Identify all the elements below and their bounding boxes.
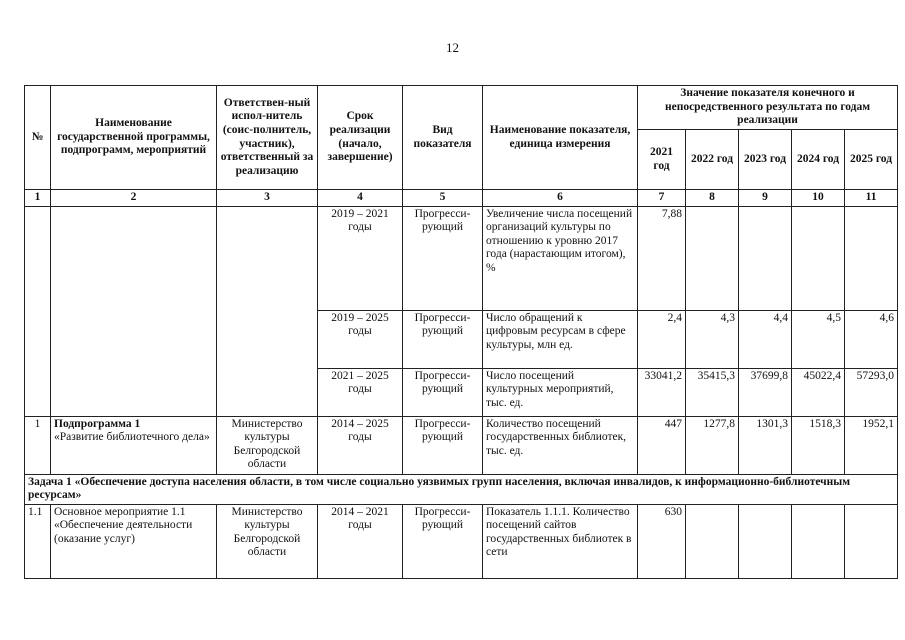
task-text: Задача 1 «Обеспечение доступа населения области, в том числе социально уязвимых групп населения, включая инвалидов, к информационно-библиотечным ресурсам»: [25, 474, 898, 504]
column-number: 10: [792, 190, 845, 207]
cell-program: [51, 416, 217, 474]
cell-value-2024: 1518,3: [792, 416, 845, 474]
cell-term: 2014 – 2021 годы: [318, 504, 403, 578]
cell-type: Прогресси-рующий: [403, 368, 483, 416]
column-number: 5: [403, 190, 483, 207]
cell-type: Прогресси-рующий: [403, 504, 483, 578]
cell-program: [51, 206, 217, 416]
cell-indicator-name: Увеличение числа посещений организаций культуры по отношению к уровню 2017 года (нарастающим итогом), %: [483, 206, 638, 310]
cell-program: Основное мероприятие 1.1 «Обеспечение деятельности (оказание услуг): [51, 504, 217, 578]
cell-value-2022: [686, 504, 739, 578]
cell-indicator-name: Показатель 1.1.1. Количество посещений сайтов государственных библиотек в сети: [483, 504, 638, 578]
column-number: 11: [845, 190, 898, 207]
cell-term: 2014 – 2025 годы: [318, 416, 403, 474]
table-row: [25, 504, 898, 578]
task-row: [25, 474, 898, 504]
cell-num: [25, 206, 51, 416]
cell-indicator-name: Количество посещений государственных библиотек, тыс. ед.: [483, 416, 638, 474]
cell-value-2023: 1301,3: [739, 416, 792, 474]
cell-value-2025: [845, 206, 898, 310]
column-number: 3: [217, 190, 318, 207]
column-number: 4: [318, 190, 403, 207]
subprogram-title: Подпрограмма 1: [54, 417, 141, 430]
cell-value-2025: 57293,0: [845, 368, 898, 416]
column-number: 6: [483, 190, 638, 207]
cell-value-2021: 33041,2: [638, 368, 686, 416]
cell-num: 1: [25, 416, 51, 474]
header-year-2023: 2023 год: [739, 130, 792, 190]
column-number: 2: [51, 190, 217, 207]
cell-value-2025: 4,6: [845, 310, 898, 368]
cell-value-2021: 630: [638, 504, 686, 578]
header-term: Срок реализации (начало, завершение): [318, 86, 403, 190]
header-responsible: Ответствен-ный испол-нитель (соис-полнитель, участник), ответственный за реализацию: [217, 86, 318, 190]
header-year-2024: 2024 год: [792, 130, 845, 190]
cell-value-2025: [845, 504, 898, 578]
cell-responsible: Министерство культуры Белгородской области: [217, 504, 318, 578]
cell-value-2022: [686, 206, 739, 310]
header-num: №: [25, 86, 51, 190]
cell-value-2021: 447: [638, 416, 686, 474]
header-indicator-name: Наименование показателя, единица измерения: [483, 86, 638, 190]
cell-value-2021: 2,4: [638, 310, 686, 368]
cell-value-2022: 35415,3: [686, 368, 739, 416]
cell-value-2023: [739, 206, 792, 310]
page-number: 12: [446, 40, 459, 55]
cell-responsible: [217, 206, 318, 416]
cell-value-2024: [792, 206, 845, 310]
cell-value-2023: [739, 504, 792, 578]
table-row: [25, 206, 898, 310]
header-year-2025: 2025 год: [845, 130, 898, 190]
column-number: 1: [25, 190, 51, 207]
indicators-table: [24, 85, 898, 579]
cell-value-2025: 1952,1: [845, 416, 898, 474]
cell-type: Прогресси-рующий: [403, 416, 483, 474]
cell-type: Прогресси-рующий: [403, 206, 483, 310]
subprogram-name: «Развитие библиотечного дела»: [54, 431, 210, 444]
header-year-2022: 2022 год: [686, 130, 739, 190]
cell-value-2024: 45022,4: [792, 368, 845, 416]
column-number: 8: [686, 190, 739, 207]
cell-value-2023: 37699,8: [739, 368, 792, 416]
column-number: 9: [739, 190, 792, 207]
header-program: Наименование государственной программы, подпрограмм, мероприятий: [51, 86, 217, 190]
cell-indicator-name: Число обращений к цифровым ресурсам в сфере культуры, млн ед.: [483, 310, 638, 368]
cell-value-2023: 4,4: [739, 310, 792, 368]
header-year-2021: 2021 год: [638, 130, 686, 190]
cell-term: 2021 – 2025 годы: [318, 368, 403, 416]
cell-value-2024: [792, 504, 845, 578]
header-indicator-type: Вид показателя: [403, 86, 483, 190]
cell-term: 2019 – 2021 годы: [318, 206, 403, 310]
header-values-group: Значение показателя конечного и непосредственного результата по годам реализации: [638, 86, 898, 130]
table-row: [25, 416, 898, 474]
cell-value-2022: 4,3: [686, 310, 739, 368]
cell-term: 2019 – 2025 годы: [318, 310, 403, 368]
column-number: 7: [638, 190, 686, 207]
cell-indicator-name: Число посещений культурных мероприятий, тыс. ед.: [483, 368, 638, 416]
cell-value-2022: 1277,8: [686, 416, 739, 474]
cell-value-2021: 7,88: [638, 206, 686, 310]
cell-type: Прогресси-рующий: [403, 310, 483, 368]
cell-num: 1.1: [25, 504, 51, 578]
cell-responsible: Министерство культуры Белгородской области: [217, 416, 318, 474]
cell-value-2024: 4,5: [792, 310, 845, 368]
